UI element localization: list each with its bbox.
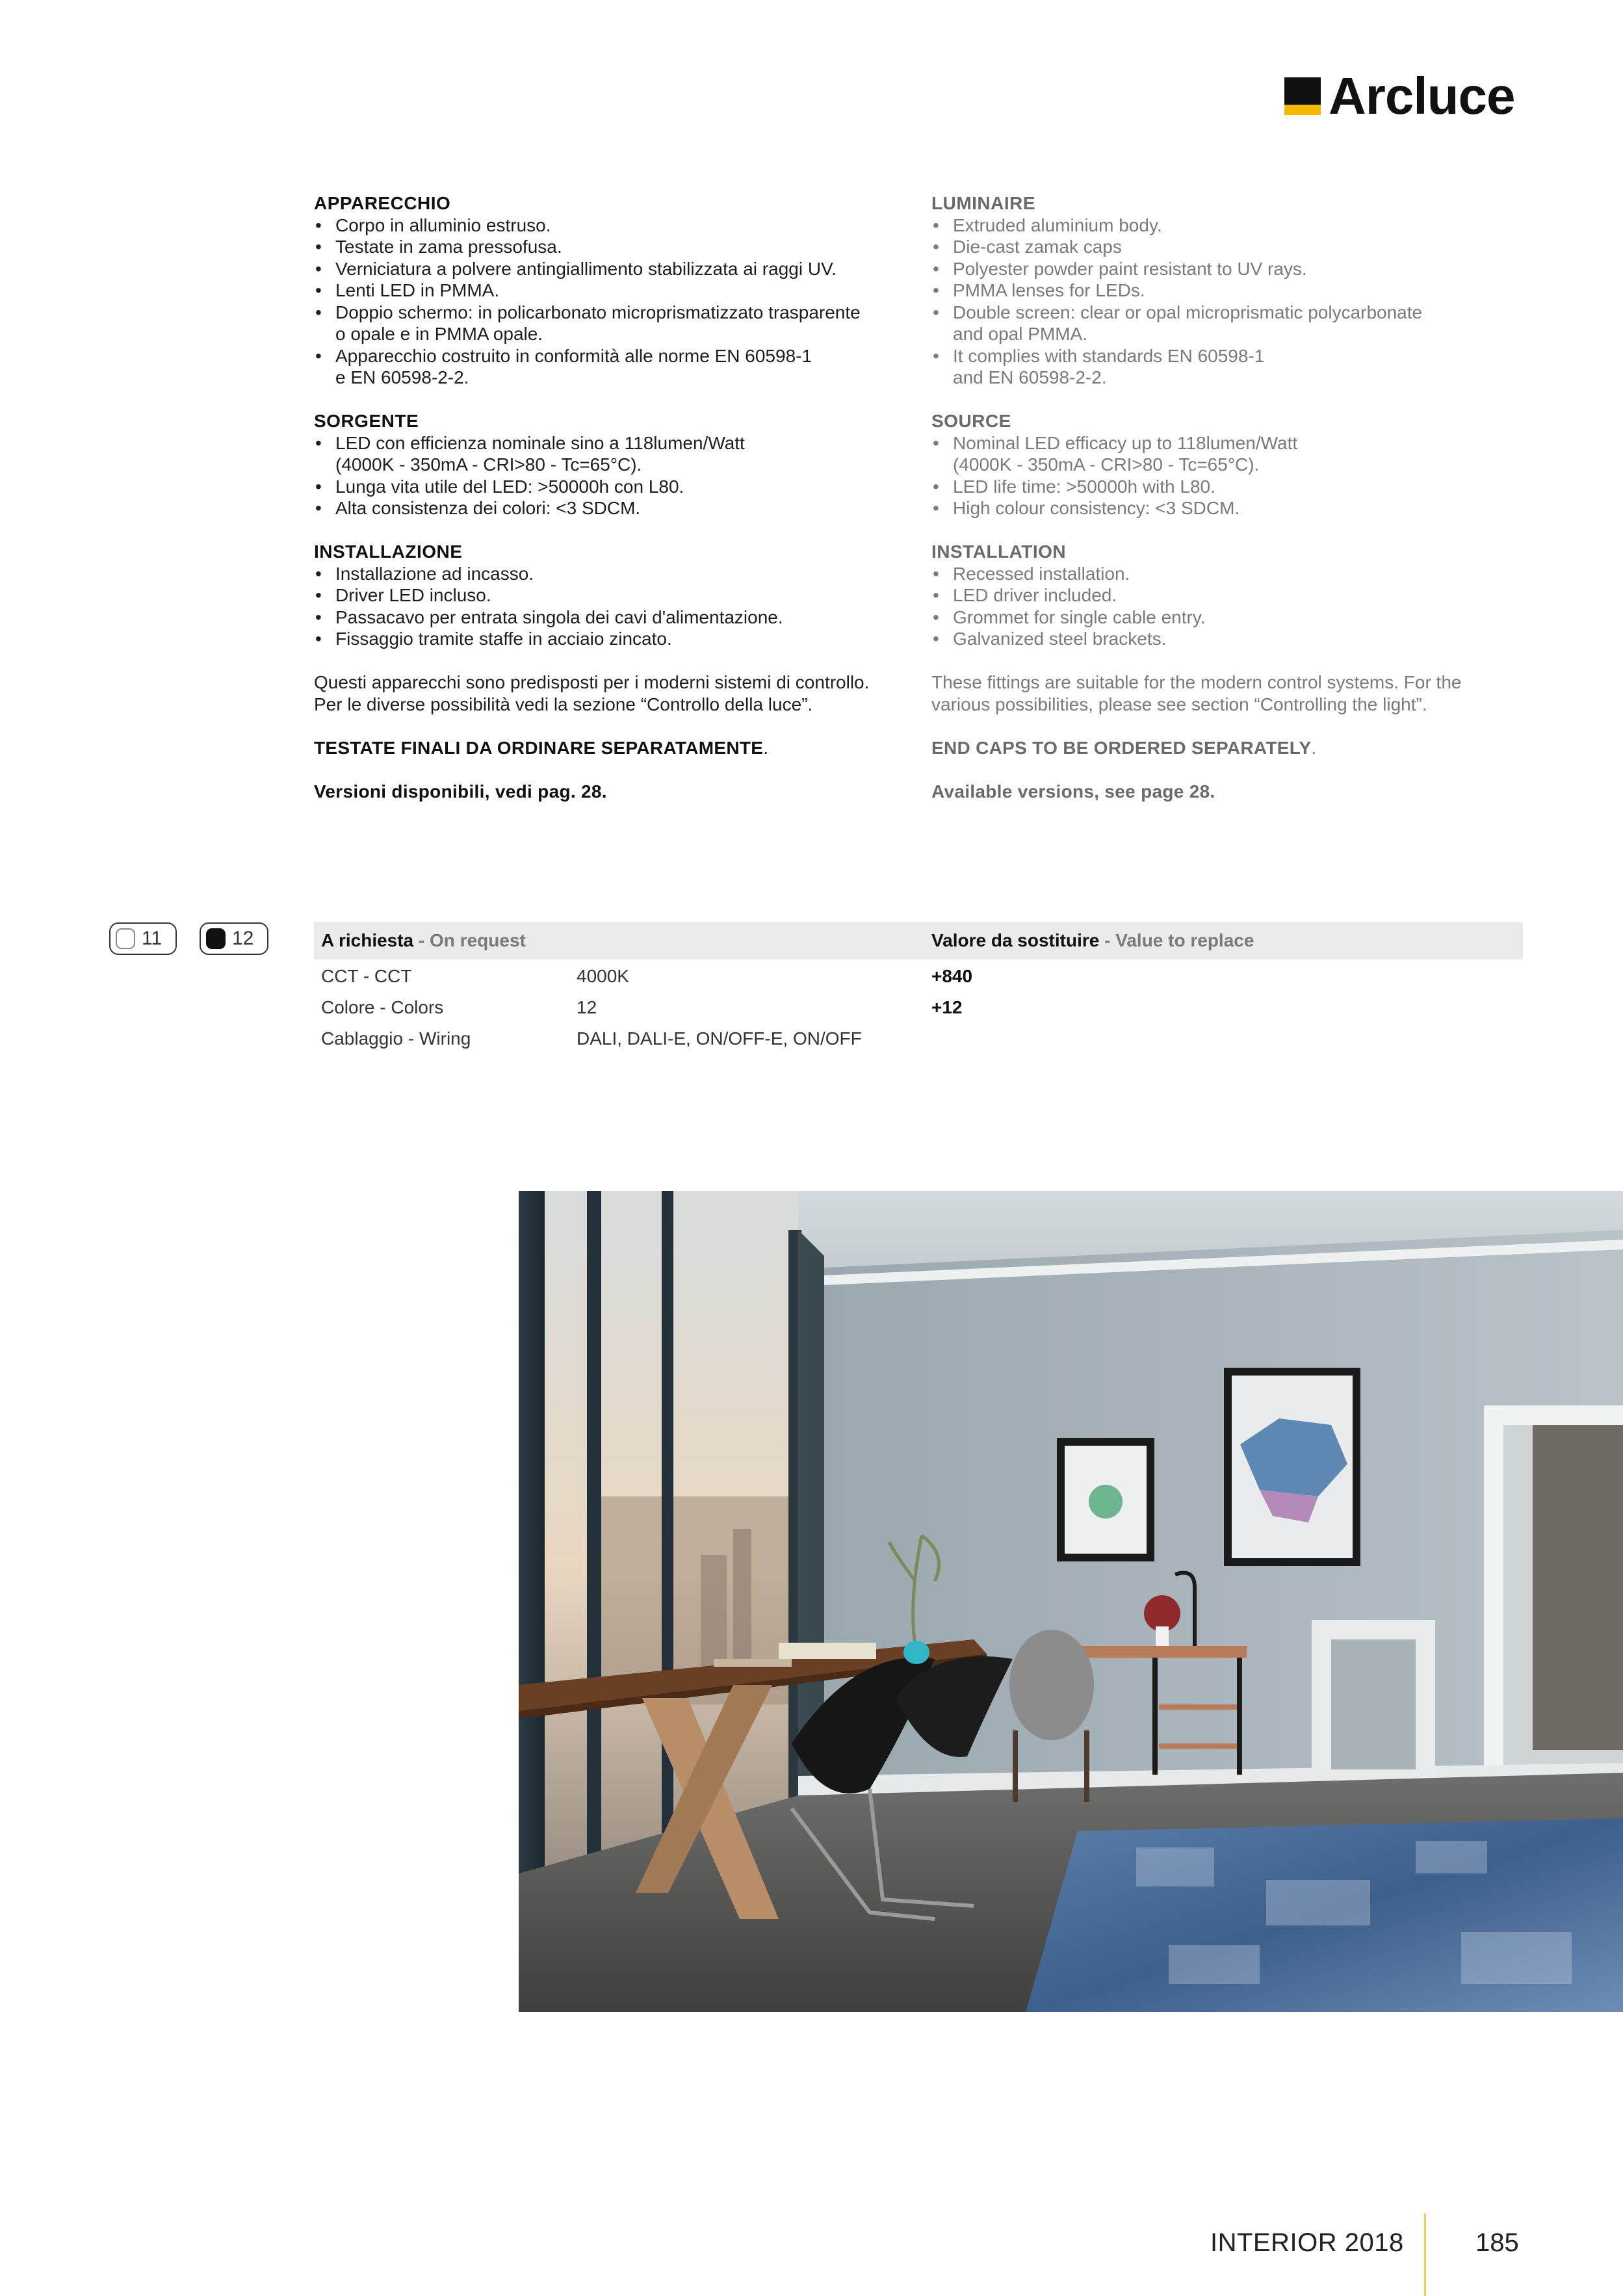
color-code: 12	[232, 928, 254, 949]
list-item: • Recessed installation.	[931, 563, 1516, 585]
list-item-continuation: o opale e in PMMA opale.	[335, 324, 543, 344]
italian-column	[314, 192, 899, 824]
header-on-request: A richiesta - On request	[321, 930, 526, 950]
section-sorgente	[314, 410, 899, 519]
control-note	[931, 672, 1516, 715]
color-code: 11	[142, 928, 162, 949]
header-sub: On request	[430, 930, 526, 950]
list-item: • Corpo in alluminio estruso.	[314, 215, 899, 237]
control-note-line: Questi apparecchi sono predisposti per i moderni sistemi di controllo.	[314, 672, 870, 692]
control-note-line: These fittings are suitable for the modern control systems. For the	[931, 672, 1462, 692]
row-label: CCT - CCT	[321, 966, 412, 986]
section-apparecchio	[314, 192, 899, 389]
color-option-11	[109, 922, 177, 955]
row-replace: +12	[931, 997, 963, 1017]
list-item-continuation: (4000K - 350mA - CRI>80 - Tc=65°C).	[953, 454, 1260, 475]
bullet-list	[931, 432, 1516, 519]
list-item: • Apparecchio costruito in conformità alle norme EN 60598-1	[314, 345, 899, 367]
bullet-list	[314, 563, 899, 650]
section-title: LUMINAIRE	[931, 193, 1036, 213]
list-item-continuation: and EN 60598-2-2.	[953, 367, 1107, 387]
list-item: • LED life time: >50000h with L80.	[931, 476, 1516, 498]
row-value: 4000K	[577, 966, 629, 986]
control-note-line: Per le diverse possibilità vedi la sezione “Controllo della luce”.	[314, 694, 813, 714]
request-table-body	[314, 961, 1523, 1054]
header-bold: A richiesta	[321, 930, 414, 950]
black-swatch-icon	[206, 928, 226, 949]
list-item: • LED con efficienza nominale sino a 118lumen/Watt	[314, 432, 899, 454]
list-item: • Extruded aluminium body.	[931, 215, 1516, 237]
list-item: • High colour consistency: <3 SDCM.	[931, 497, 1516, 519]
list-item: • Passacavo per entrata singola dei cavi d'alimentazione.	[314, 607, 899, 629]
end-caps-text: TESTATE FINALI DA ORDINARE SEPARATAMENTE	[314, 737, 764, 758]
list-item: • Lunga vita utile del LED: >50000h con L80.	[314, 476, 899, 498]
end-caps-note: TESTATE FINALI DA ORDINARE SEPARATAMENTE.	[314, 737, 769, 758]
logo-mark-icon	[1284, 77, 1321, 115]
section-installation	[931, 541, 1516, 650]
row-replace: +840	[931, 966, 973, 986]
bullet-list	[931, 215, 1516, 389]
list-item: • Double screen: clear or opal microprismatic polycarbonate	[931, 302, 1516, 324]
list-item-continuation: e EN 60598-2-2.	[335, 367, 469, 387]
section-title: APPARECCHIO	[314, 193, 451, 213]
list-item: • Die-cast zamak caps	[931, 236, 1516, 258]
list-item: • Alta consistenza dei colori: <3 SDCM.	[314, 497, 899, 519]
list-item: • Doppio schermo: in policarbonato microprismatizzato trasparente	[314, 302, 899, 324]
section-title: INSTALLAZIONE	[314, 541, 463, 562]
interior-photo	[519, 1191, 1623, 2012]
list-item: • Nominal LED efficacy up to 118lumen/Watt	[931, 432, 1516, 454]
row-value: DALI, DALI-E, ON/OFF-E, ON/OFF	[577, 1028, 862, 1049]
footer-section-label: INTERIOR 2018	[1210, 2228, 1404, 2257]
request-table-header	[314, 922, 1523, 959]
brand-name: Arcluce	[1329, 67, 1515, 125]
list-item: • Lenti LED in PMMA.	[314, 280, 899, 302]
list-item: • It complies with standards EN 60598-1	[931, 345, 1516, 367]
list-item: • PMMA lenses for LEDs.	[931, 280, 1516, 302]
section-title: SORGENTE	[314, 411, 419, 431]
row-value: 12	[577, 997, 597, 1017]
bullet-list	[314, 432, 899, 519]
versions-note: Available versions, see page 28.	[931, 781, 1215, 802]
versions-note: Versioni disponibili, vedi pag. 28.	[314, 781, 607, 802]
list-item: • Galvanized steel brackets.	[931, 628, 1516, 650]
control-note-line: various possibilities, please see section “Controlling the light”.	[931, 694, 1427, 714]
bullet-list	[931, 563, 1516, 650]
color-option-12	[200, 922, 268, 955]
control-note	[314, 672, 899, 715]
white-swatch-icon	[116, 928, 135, 949]
end-caps-text: END CAPS TO BE ORDERED SEPARATELY	[931, 737, 1312, 758]
row-label: Cablaggio - Wiring	[321, 1028, 471, 1049]
section-installazione	[314, 541, 899, 650]
list-item: • LED driver included.	[931, 584, 1516, 607]
header-sub: Value to replace	[1115, 930, 1254, 950]
list-item-continuation: and opal PMMA.	[953, 324, 1087, 344]
list-item: • Verniciatura a polvere antingiallimento stabilizzata ai raggi UV.	[314, 258, 899, 280]
list-item-continuation: (4000K - 350mA - CRI>80 - Tc=65°C).	[335, 454, 642, 475]
bullet-list	[314, 215, 899, 389]
list-item: • Installazione ad incasso.	[314, 563, 899, 585]
section-title: SOURCE	[931, 411, 1011, 431]
list-item: • Testate in zama pressofusa.	[314, 236, 899, 258]
page-number: 185	[1475, 2228, 1519, 2257]
table-row	[314, 1023, 1523, 1054]
list-item: • Grommet for single cable entry.	[931, 607, 1516, 629]
list-item: • Fissaggio tramite staffe in acciaio zincato.	[314, 628, 899, 650]
footer-divider	[1424, 2213, 1426, 2296]
brand-logo	[1284, 67, 1515, 125]
list-item: • Driver LED incluso.	[314, 584, 899, 607]
section-source	[931, 410, 1516, 519]
row-label: Colore - Colors	[321, 997, 444, 1017]
section-title: INSTALLATION	[931, 541, 1067, 562]
table-row	[314, 961, 1523, 992]
section-luminaire	[931, 192, 1516, 389]
list-item: • Polyester powder paint resistant to UV rays.	[931, 258, 1516, 280]
header-value-to-replace: Valore da sostituire - Value to replace	[931, 930, 1254, 950]
header-bold: Valore da sostituire	[931, 930, 1100, 950]
english-column	[931, 192, 1516, 824]
table-row	[314, 992, 1523, 1023]
end-caps-note: END CAPS TO BE ORDERED SEPARATELY.	[931, 737, 1317, 758]
